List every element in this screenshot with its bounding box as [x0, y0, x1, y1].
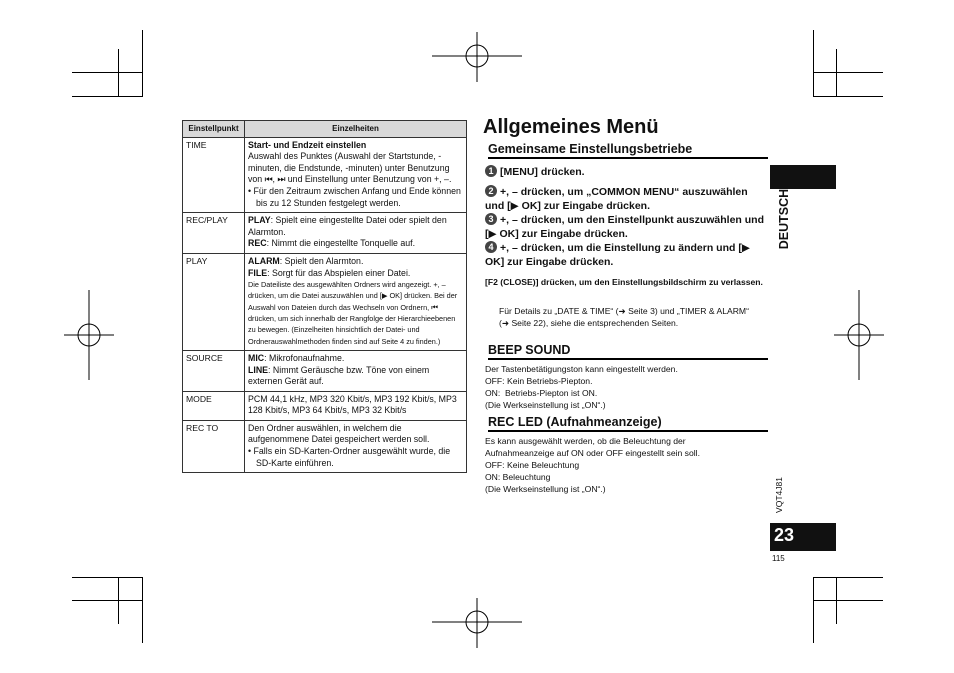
row-bullet: • Für den Zeitraum zwischen Anfang und Ende können bis zu 12 Stunden festgelegt werden. — [248, 185, 461, 208]
row-item — [248, 238, 463, 250]
step-number: 3 — [485, 213, 497, 225]
row-item — [248, 268, 463, 280]
document-code: VQT4J81 — [774, 477, 784, 513]
page-title: Allgemeines Menü — [483, 116, 659, 138]
item-label: FILE — [248, 267, 268, 278]
item-text: : Spielt eine eingestellte Datei oder spielt den Alarmton. — [248, 215, 447, 237]
step-text: +, – drücken, um „COMMON MENU“ auszuwählen und [▶ OK] zur Eingabe drücken. — [485, 186, 748, 212]
row-text: PCM 44,1 kHz, MP3 320 Kbit/s, MP3 192 Kbit/s, MP3 128 Kbit/s, MP3 64 Kbit/s, MP3 32 Kbit/s — [248, 393, 457, 416]
item-label: PLAY — [248, 215, 271, 226]
item-text: : Mikrofonaufnahme. — [264, 352, 345, 363]
row-details — [245, 213, 467, 254]
beep-text — [485, 363, 765, 411]
table-header-row — [183, 121, 467, 138]
crop-mark — [72, 600, 143, 601]
crop-mark — [813, 577, 814, 643]
crop-mark — [813, 96, 883, 97]
table-row — [183, 137, 467, 213]
row-title: Start- und Endzeit einstellen — [248, 139, 367, 150]
step-text: +, – drücken, um den Einstellpunkt auszuwählen und [▶ OK] zur Eingabe drücken. — [485, 214, 765, 240]
sub-page-number: 115 — [772, 554, 785, 563]
item-label: LINE — [248, 364, 269, 375]
registration-mark-bottom — [432, 598, 522, 648]
registration-mark-right — [834, 290, 884, 380]
text-line: Der Tastenbetätigungston kann eingestellt werden. — [485, 364, 678, 374]
row-key: SOURCE — [183, 350, 245, 391]
row-key: MODE — [183, 391, 245, 420]
crop-mark — [813, 72, 883, 73]
row-key: REC/PLAY — [183, 213, 245, 254]
recled-text — [485, 435, 765, 495]
step-text: +, – drücken, um die Einstellung zu ändern und [▶ OK] zur Eingabe drücken. — [485, 242, 750, 268]
step-text: [MENU] drücken. — [500, 166, 585, 178]
table-row — [183, 420, 467, 472]
item-label: REC — [248, 238, 267, 249]
language-label: DEUTSCH — [777, 188, 791, 250]
table-row — [183, 213, 467, 254]
crop-mark — [813, 600, 883, 601]
column-header: Einzelheiten — [245, 121, 467, 138]
row-text: Den Ordner auswählen, in welchem die aufgenommene Datei gespeichert werden soll. — [248, 422, 430, 445]
step-number: 4 — [485, 241, 497, 253]
crop-mark — [142, 577, 143, 643]
row-key: TIME — [183, 137, 245, 213]
row-item — [248, 215, 463, 238]
text-line: (Die Werkseinstellung ist „ON“.) — [485, 400, 606, 410]
section-heading-recled: REC LED (Aufnahmeanzeige) — [488, 415, 768, 432]
item-text: : Spielt den Alarmton. — [279, 255, 364, 266]
close-note: [F2 (CLOSE)] drücken, um den Einstellungsbildschirm zu verlassen. — [485, 277, 763, 287]
text-line: Es kann ausgewählt werden, ob die Beleuchtung der — [485, 436, 686, 446]
text-line: OFF: Kein Betriebs-Piepton. — [485, 376, 593, 386]
row-key: REC TO — [183, 420, 245, 472]
crop-mark — [836, 577, 837, 624]
row-item — [248, 256, 463, 268]
crop-mark — [72, 72, 143, 73]
row-text: Auswahl des Punktes (Auswahl der Startstunde, -minuten, die Endstunde, -minuten) unter Benutzung von ⏮, ⏭ und Einstellung unter Benutzung von +, –. — [248, 151, 452, 185]
item-text: : Nimmt Geräusche bzw. Töne von einem externen Gerät auf. — [248, 364, 430, 387]
column-header: Einstellpunkt — [183, 121, 245, 138]
text-line: Aufnahmeanzeige auf ON oder OFF eingestellt sein soll. — [485, 448, 700, 458]
text-line: OFF: Keine Beleuchtung — [485, 460, 580, 470]
row-small-text: Die Dateiliste des ausgewählten Ordners wird angezeigt. +, – drücken, um die Datei auszuwählen und [▶ OK] drücken. Bei der Auswahl von Dateien durch das Wechseln von Ordnern, ⏮ drücken, um sich innerhalb der Rangfolge der Hierarchieebenen zu bewegen. (Einzelheiten hinsichtlich der Datei- und Ordnerauswahlmethoden finden sind auf Seite 4 zu finden.) — [248, 280, 458, 346]
crop-mark — [142, 30, 143, 96]
step-2 — [485, 185, 769, 213]
row-details — [245, 137, 467, 213]
step-number: 1 — [485, 165, 497, 177]
bullet-text: Falls ein SD-Karten-Ordner ausgewählt wurde, die SD-Karte einführen. — [253, 446, 451, 468]
page-number: 23 — [774, 525, 795, 545]
item-label: ALARM — [248, 255, 280, 266]
details-note: Für Details zu „DATE & TIME“ (➜ Seite 3) und „TIMER & ALARM“ (➜ Seite 22), siehe die entsprechenden Seiten. — [499, 306, 749, 328]
step-number: 2 — [485, 185, 497, 197]
table-row — [183, 350, 467, 391]
registration-mark-left — [64, 290, 114, 380]
crop-mark — [72, 577, 143, 578]
registration-mark-top — [432, 32, 522, 82]
text-line: (Die Werkseinstellung ist „ON“.) — [485, 484, 606, 494]
row-item — [248, 353, 463, 365]
row-item — [248, 365, 463, 388]
crop-mark — [72, 96, 143, 97]
table-row — [183, 253, 467, 350]
section-heading-beep: BEEP SOUND — [488, 343, 768, 360]
step-3 — [485, 213, 769, 241]
settings-table — [182, 120, 467, 473]
bullet-text: Für den Zeitraum zwischen Anfang und Ende können bis zu 12 Stunden festgelegt werden. — [253, 185, 461, 208]
crop-mark — [813, 30, 814, 96]
item-label: MIC — [248, 352, 265, 363]
step-1 — [485, 165, 769, 179]
table-row — [183, 391, 467, 420]
crop-mark — [813, 577, 883, 578]
text-line: ON: Beleuchtung — [485, 472, 551, 482]
row-details — [245, 253, 467, 350]
row-details — [245, 420, 467, 472]
item-text: : Nimmt die eingestellte Tonquelle auf. — [266, 238, 416, 249]
row-details — [245, 350, 467, 391]
text-line: ON: Betriebs-Piepton ist ON. — [485, 388, 598, 398]
section-heading-common: Gemeinsame Einstellungsbetriebe — [488, 142, 768, 159]
step-4 — [485, 241, 769, 269]
row-details — [245, 391, 467, 420]
row-key: PLAY — [183, 253, 245, 350]
item-text: : Sorgt für das Abspielen einer Datei. — [267, 267, 411, 278]
row-bullet: • Falls ein SD-Karten-Ordner ausgewählt wurde, die SD-Karte einführen. — [248, 446, 451, 468]
